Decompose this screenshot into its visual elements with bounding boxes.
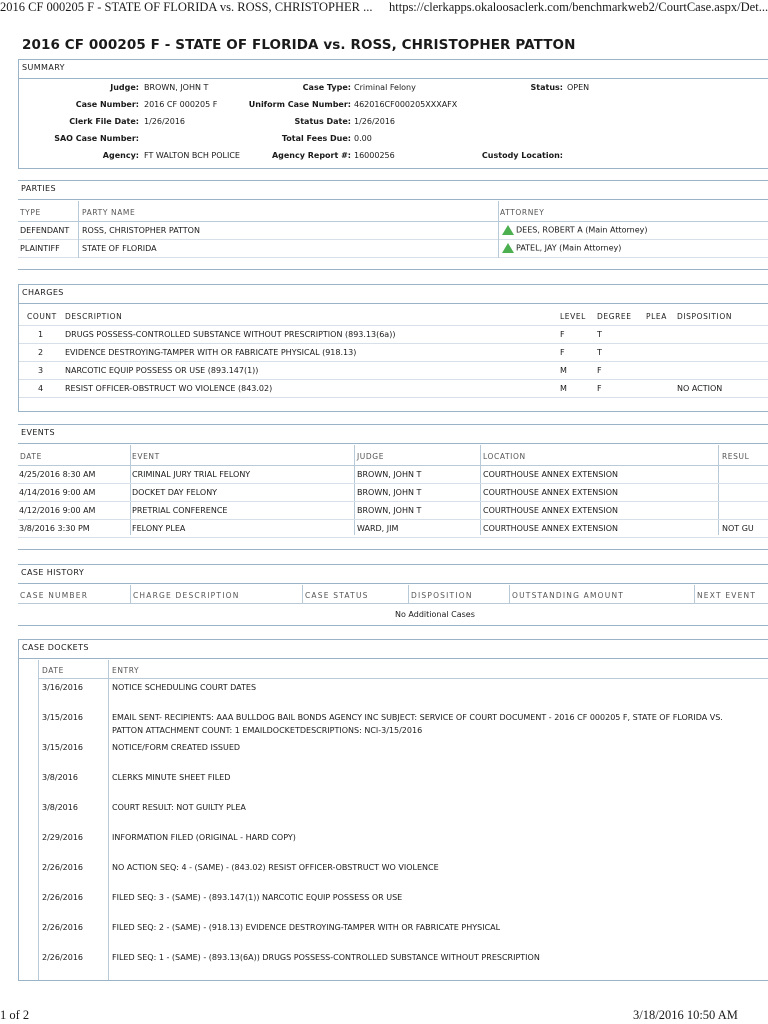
column-header: CASE STATUS [305,591,369,600]
event-date: 3/8/2016 3:30 PM [19,524,90,533]
print-page-title: 2016 CF 000205 F - STATE OF FLORIDA vs. ROSS, CHRISTOPHER ... [0,0,373,14]
event-name: FELONY PLEA [132,524,186,533]
status-label: Status: [530,83,563,92]
charge-level: F [560,348,565,357]
docket-entry: COURT RESULT: NOT GUILTY PLEA [112,803,246,812]
column-header: DISPOSITION [411,591,473,600]
charge-count: 3 [38,366,44,375]
docket-entry: FILED SEQ: 3 - (SAME) - (893.147(1)) NARCOTIC EQUIP POSSESS OR USE [112,893,403,902]
status-value: OPEN [567,83,590,92]
party-type: DEFENDANT [20,226,70,235]
charge-count: 4 [38,384,44,393]
docket-date: 3/8/2016 [42,803,78,812]
docket-date: 3/15/2016 [42,743,84,752]
event-name: DOCKET DAY FELONY [132,488,218,497]
docket-date: 2/26/2016 [42,923,84,932]
charge-degree: T [597,348,602,357]
case-dockets-section [18,639,768,981]
page-title: 2016 CF 000205 F - STATE OF FLORIDA vs. ROSS, CHRISTOPHER PATTON [22,37,576,53]
column-header: PARTY NAME [82,208,136,217]
docket-entry: FILED SEQ: 2 - (SAME) - (918.13) EVIDENCE DESTROYING-TAMPER WITH OR FABRICATE PHYSICAL [112,923,501,932]
events-section [18,424,768,550]
sao-case-number-label: SAO Case Number: [54,134,139,143]
charge-level: M [560,384,567,393]
docket-date: 3/15/2016 [42,713,84,722]
summary-section [18,59,768,169]
column-header: NEXT EVENT [697,591,757,600]
case-number-value: 2016 CF 000205 F [144,100,218,109]
docket-date: 3/8/2016 [42,773,78,782]
charge-count: 1 [38,330,44,339]
party-type: PLAINTIFF [20,244,60,253]
attorney-flag-icon [502,243,514,253]
section-heading: CHARGES [19,285,768,304]
event-location: COURTHOUSE ANNEX EXTENSION [483,524,619,533]
event-result: NOT GU [722,524,754,533]
charge-description: DRUGS POSSESS-CONTROLLED SUBSTANCE WITHOUT PRESCRIPTION (893.13(6a)) [65,330,396,339]
column-header: LOCATION [483,452,526,461]
party-name: ROSS, CHRISTOPHER PATTON [82,226,200,235]
section-heading: CASE DOCKETS [19,640,768,659]
event-date: 4/14/2016 9:00 AM [19,488,96,497]
docket-entry: NOTICE/FORM CREATED ISSUED [112,743,241,752]
agency-report-label: Agency Report #: [271,151,351,160]
event-judge: BROWN, JOHN T [357,488,422,497]
column-header: LEVEL [560,312,586,321]
empty-message: No Additional Cases [395,610,475,619]
case-type-value: Criminal Felony [354,83,416,92]
column-header: ATTORNEY [500,208,545,217]
column-header: COUNT [27,312,57,321]
column-header: ENTRY [112,666,140,675]
custody-location-label: Custody Location: [481,151,563,160]
event-name: PRETRIAL CONFERENCE [132,506,228,515]
charge-count: 2 [38,348,44,357]
docket-entry: FILED SEQ: 1 - (SAME) - (893.13(6A)) DRUGS POSSESS-CONTROLLED SUBSTANCE WITHOUT PRESCRIPTION [112,953,540,962]
event-judge: WARD, JIM [357,524,399,533]
docket-date: 2/26/2016 [42,863,84,872]
event-location: COURTHOUSE ANNEX EXTENSION [483,506,619,515]
docket-entry-continued: PATTON ATTACHMENT COUNT: 1 EMAILDOCKETDESCRIPTIONS: NCI-3/15/2016 [112,726,423,735]
section-heading: EVENTS [18,425,768,444]
charge-degree: F [597,366,602,375]
charge-description: EVIDENCE DESTROYING-TAMPER WITH OR FABRICATE PHYSICAL (918.13) [65,348,357,357]
charge-disposition: NO ACTION [677,384,723,393]
clerk-file-date-value: 1/26/2016 [144,117,186,126]
print-page-number: 1 of 2 [0,1008,30,1022]
party-attorney[interactable]: DEES, ROBERT A (Main Attorney) [502,225,648,236]
judge-value: BROWN, JOHN T [144,83,209,92]
event-judge: BROWN, JOHN T [357,470,422,479]
docket-entry: NO ACTION SEQ: 4 - (SAME) - (843.02) RESIST OFFICER-OBSTRUCT WO VIOLENCE [112,863,439,872]
charge-description: NARCOTIC EQUIP POSSESS OR USE (893.147(1)) [65,366,259,375]
ucn-value: 462016CF000205XXXAFX [354,100,458,109]
print-timestamp: 3/18/2016 10:50 AM [633,1008,738,1022]
event-judge: BROWN, JOHN T [357,506,422,515]
parties-section [18,180,768,270]
column-header: DISPOSITION [677,312,733,321]
agency-report-value: 16000256 [354,151,395,160]
total-fees-label: Total Fees Due: [281,134,351,143]
docket-entry: NOTICE SCHEDULING COURT DATES [112,683,257,692]
section-heading: PARTIES [18,181,768,200]
column-header: JUDGE [357,452,385,461]
agency-value: FT WALTON BCH POLICE [144,151,240,160]
case-number-label: Case Number: [75,100,139,109]
ucn-label: Uniform Case Number: [248,100,351,109]
charge-degree: F [597,384,602,393]
event-date: 4/25/2016 8:30 AM [19,470,96,479]
column-header: PLEA [646,312,667,321]
docket-date: 2/26/2016 [42,893,84,902]
print-url: https://clerkapps.okaloosaclerk.com/benchmarkweb2/CourtCase.aspx/Det... [389,0,768,14]
charge-level: F [560,330,565,339]
column-header: TYPE [20,208,41,217]
judge-label: Judge: [110,83,139,92]
column-header: DATE [20,452,42,461]
clerk-file-date-label: Clerk File Date: [69,117,139,126]
agency-label: Agency: [102,151,139,160]
total-fees-value: 0.00 [354,134,372,143]
event-name: CRIMINAL JURY TRIAL FELONY [132,470,251,479]
column-header: CHARGE DESCRIPTION [133,591,240,600]
column-header: OUTSTANDING AMOUNT [512,591,625,600]
section-heading: SUMMARY [19,60,768,79]
charge-description: RESIST OFFICER-OBSTRUCT WO VIOLENCE (843.02) [65,384,273,393]
docket-entry: INFORMATION FILED (ORIGINAL - HARD COPY) [112,833,296,842]
column-header: DEGREE [597,312,632,321]
event-location: COURTHOUSE ANNEX EXTENSION [483,488,619,497]
section-heading: CASE HISTORY [18,565,768,584]
charge-degree: T [597,330,602,339]
party-name: STATE OF FLORIDA [82,244,157,253]
column-header: RESUL [722,452,750,461]
attorney-flag-icon [502,225,514,235]
party-attorney[interactable]: PATEL, JAY (Main Attorney) [502,243,621,254]
docket-date: 2/29/2016 [42,833,84,842]
column-header: DATE [42,666,64,675]
docket-date: 2/26/2016 [42,953,84,962]
status-date-label: Status Date: [294,117,351,126]
column-header: CASE NUMBER [20,591,89,600]
case-type-label: Case Type: [302,83,351,92]
docket-date: 3/16/2016 [42,683,84,692]
column-header: DESCRIPTION [65,312,123,321]
charges-section [18,284,768,412]
docket-entry: EMAIL SENT- RECIPIENTS: AAA BULLDOG BAIL BONDS AGENCY INC SUBJECT: SERVICE OF COURT DOCUMENT - 2016 CF 000205 F, STATE OF FLORIDA VS. [112,713,723,722]
case-history-section [18,564,768,626]
status-date-value: 1/26/2016 [354,117,396,126]
event-location: COURTHOUSE ANNEX EXTENSION [483,470,619,479]
event-date: 4/12/2016 9:00 AM [19,506,96,515]
charge-level: M [560,366,567,375]
column-header: EVENT [132,452,160,461]
docket-entry: CLERKS MINUTE SHEET FILED [112,773,231,782]
